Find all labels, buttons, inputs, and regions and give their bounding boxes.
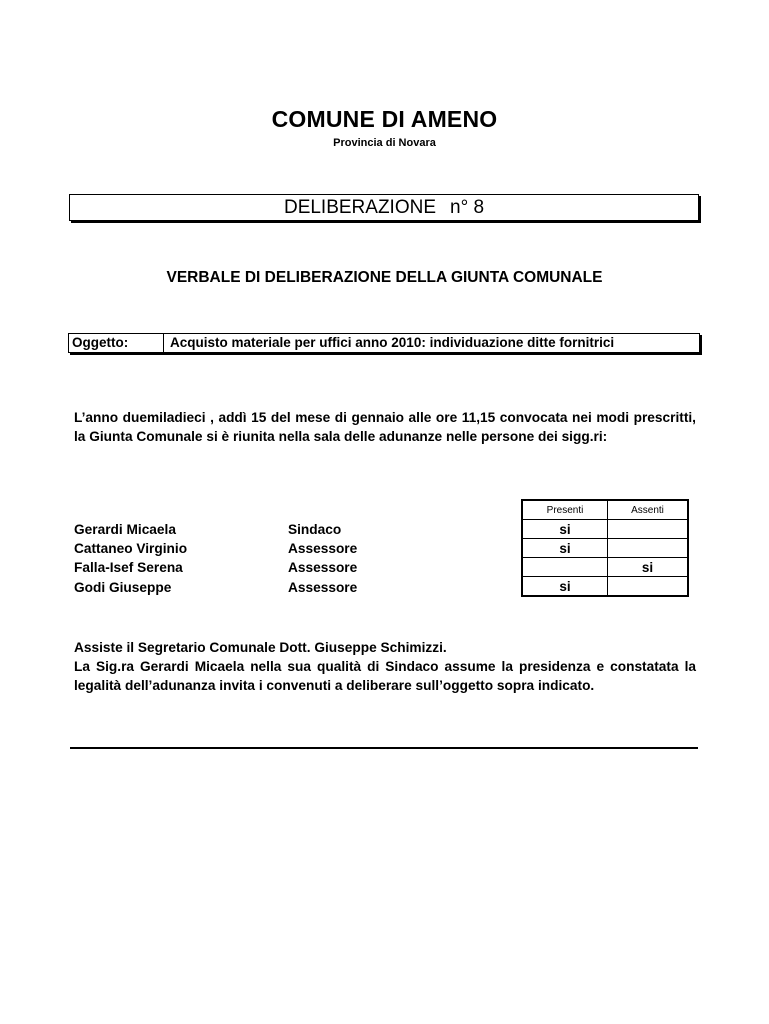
member-role: Assessore: [288, 560, 358, 575]
page-title: COMUNE DI AMENO: [271, 106, 498, 132]
page-subtitle: Provincia di Novara: [333, 137, 436, 149]
presidency-text: La Sig.ra Gerardi Micaela nella sua qualità di Sindaco assume la presidenza e constatata la legalità dell’adunanza invita i convenuti a deliberare sull’oggetto sopra indicato.: [74, 659, 696, 693]
member-name: Godi Giuseppe: [74, 580, 172, 595]
presenti-cell: si: [522, 577, 608, 597]
intro-paragraph: L’anno duemiladieci , addì 15 del mese di gennaio alle ore 11,15 convocata nei modi prescritti, la Giunta Comunale si è riunita nella sala delle adunanze nelle persone dei sigg.ri:: [74, 410, 696, 444]
member-name: Gerardi Micaela: [74, 522, 176, 537]
assenti-cell: [608, 577, 689, 597]
assenti-cell: [608, 520, 689, 539]
attendance-row: [522, 539, 688, 558]
member-role: Sindaco: [288, 522, 342, 537]
attendance-table: [521, 499, 689, 597]
closing-paragraph: [74, 638, 696, 695]
oggetto-value: Acquisto materiale per uffici anno 2010: individuazione ditte fornitrici: [170, 335, 615, 350]
member-name: Cattaneo Virginio: [74, 541, 188, 556]
deliberazione-box: [69, 194, 699, 221]
attendance-row: [522, 577, 688, 597]
separator-line: [70, 747, 698, 749]
header-assenti: Assenti: [608, 500, 689, 520]
presenti-cell: [522, 558, 608, 577]
member-name: Falla-Isef Serena: [74, 560, 183, 575]
verbale-heading: VERBALE DI DELIBERAZIONE DELLA GIUNTA COMUNALE: [166, 269, 603, 286]
presenti-cell: si: [522, 520, 608, 539]
oggetto-label: Oggetto:: [69, 334, 164, 352]
deliberazione-label: DELIBERAZIONE: [283, 197, 437, 218]
assenti-cell: [608, 539, 689, 558]
secretary-line: Assiste il Segretario Comunale Dott. Giuseppe Schimizzi.: [74, 640, 447, 655]
header-presenti: Presenti: [522, 500, 608, 520]
member-role: Assessore: [288, 580, 358, 595]
member-role: Assessore: [288, 541, 358, 556]
deliberazione-number: n° 8: [450, 197, 485, 218]
oggetto-box: [68, 333, 700, 353]
attendance-row: [522, 520, 688, 539]
assenti-cell: si: [608, 558, 689, 577]
presenti-cell: si: [522, 539, 608, 558]
attendance-row: [522, 558, 688, 577]
attendance-header-row: [522, 500, 688, 520]
